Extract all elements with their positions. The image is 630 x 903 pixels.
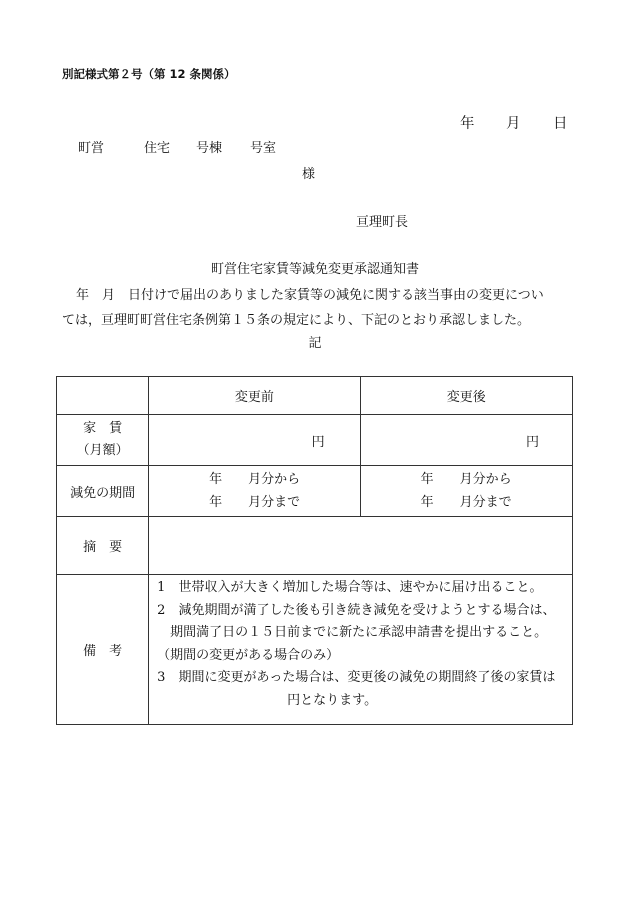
- header-after: 変更後: [360, 377, 572, 415]
- approval-table: [56, 376, 573, 725]
- period-before-from: 年 月分から: [209, 472, 301, 487]
- period-after-cell[interactable]: [360, 466, 572, 517]
- honorific: 様: [302, 167, 316, 182]
- form-number: 別記様式第２号（第 12 条関係）: [62, 67, 236, 81]
- document-title: 町営住宅家賃等減免変更承認通知書: [210, 262, 419, 277]
- issuer-name: 亘理町長: [356, 215, 409, 230]
- period-before-cell[interactable]: [149, 466, 360, 517]
- body-line-2: ては，亘理町町営住宅条例第１５条の規定により、下記のとおり承認しました。: [62, 313, 531, 328]
- summary-row: [57, 517, 573, 575]
- rent-label-line1: 家 賃: [83, 421, 123, 436]
- note-line: 2 減免期間が満了した後も引き続き減免を受けようとする場合は、: [157, 602, 556, 618]
- address-room: 号室: [250, 141, 277, 156]
- summary-label: 摘 要: [57, 517, 149, 575]
- note-line: 1 世帯収入が大きく増加した場合等は、速やかに届け出ること。: [157, 580, 543, 595]
- rent-row: [57, 415, 573, 466]
- header-blank-cell: [57, 377, 149, 415]
- rent-after-cell[interactable]: [360, 415, 572, 466]
- date-year-label: 年: [460, 116, 475, 132]
- note-line: 3 期間に変更があった場合は、変更後の減免の期間終了後の家賃は: [157, 670, 556, 686]
- note-line: 円となります。: [157, 692, 378, 708]
- summary-cell[interactable]: [149, 517, 573, 575]
- address-housing: 住宅: [144, 141, 171, 156]
- yen-before: 円: [311, 434, 325, 450]
- note-line: 期間満了日の１５日前までに新たに承認申請書を提出すること。: [157, 625, 548, 641]
- rent-label-line2: （月額）: [76, 443, 129, 458]
- date-day-label: 日: [553, 116, 568, 132]
- address-town: 町営: [78, 141, 105, 156]
- table-header-row: [57, 377, 573, 415]
- body-line-1: 年 月 日付けで届出のありました家賃等の減免に関する該当事由の変更につい: [76, 288, 544, 303]
- yen-after: 円: [525, 434, 539, 450]
- notes-label: 備 考: [57, 575, 149, 725]
- period-after-from: 年 月分から: [420, 472, 512, 487]
- notes-row: [57, 575, 573, 725]
- rent-before-cell[interactable]: [149, 415, 360, 466]
- header-before: 変更前: [149, 377, 360, 415]
- address-building: 号棟: [196, 141, 223, 156]
- date-month-label: 月: [506, 116, 521, 132]
- period-before-to: 年 月分まで: [209, 495, 301, 510]
- note-line: （期間の変更がある場合のみ）: [157, 647, 340, 663]
- notes-cell: [149, 575, 573, 725]
- rent-label: [57, 415, 149, 466]
- ki-heading: 記: [308, 336, 322, 351]
- period-after-to: 年 月分まで: [420, 495, 512, 510]
- period-label: 減免の期間: [57, 466, 149, 517]
- period-row: [57, 466, 573, 517]
